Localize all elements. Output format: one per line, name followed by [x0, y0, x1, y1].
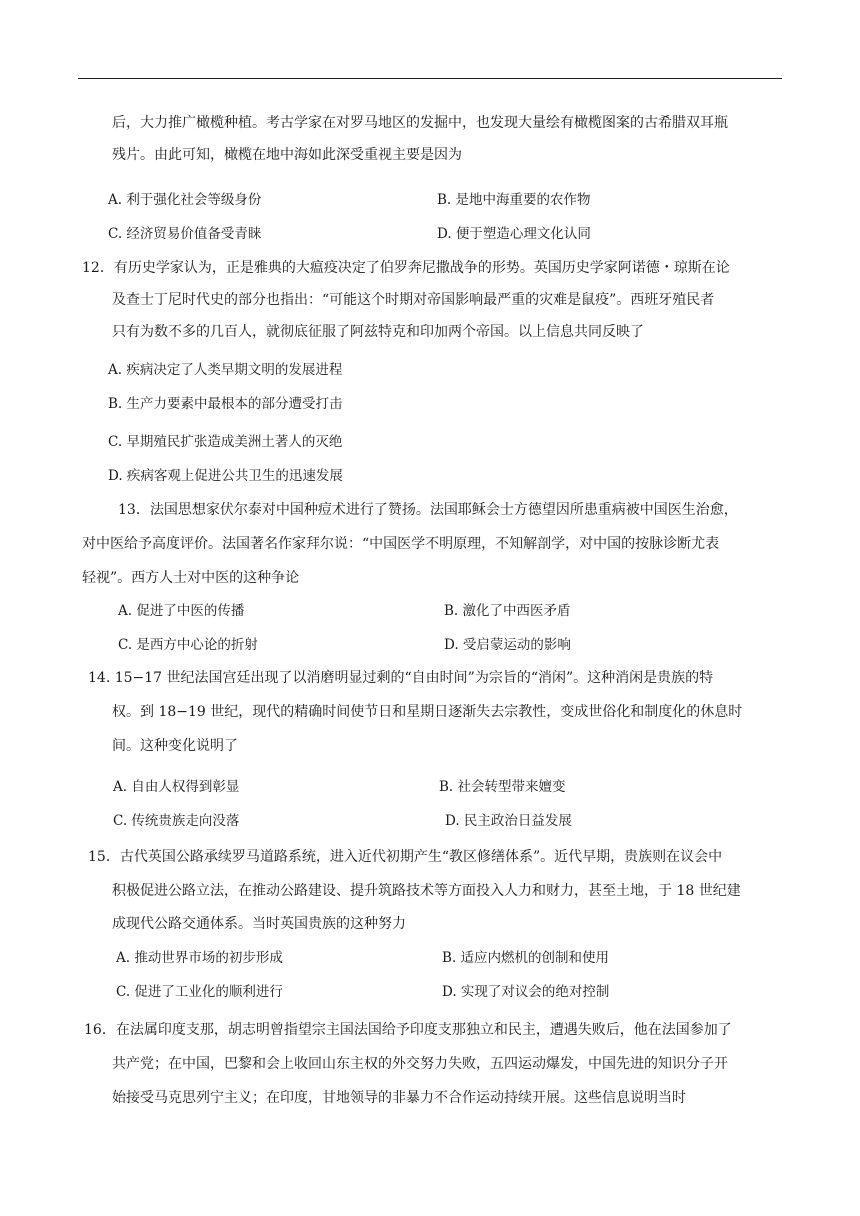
q13-stem-line-3: 轻视”。西方人士对中医的这种争论 — [82, 570, 300, 586]
q14-option-c[interactable]: C. 传统贵族走向没落 — [113, 813, 240, 829]
q14-stem-line-3: 间。这种变化说明了 — [112, 738, 238, 754]
q11-stem-line-1: 后，大力推广橄榄种植。考古学家在对罗马地区的发掘中，也发现大量绘有橄榄图案的古希腊双耳瓶 — [112, 115, 728, 131]
q11-option-a[interactable]: A. 利于强化社会等级身份 — [108, 192, 262, 208]
header-rule — [78, 78, 782, 79]
q12-option-b[interactable]: B. 生产力要素中最根本的部分遭受打击 — [108, 396, 343, 412]
q13-option-d[interactable]: D. 受启蒙运动的影响 — [444, 637, 571, 653]
q11-stem-line-2: 残片。由此可知，橄榄在地中海如此深受重视主要是因为 — [112, 147, 462, 163]
q14-stem-line-2: 权。到 18−19 世纪，现代的精确时间使节日和星期日逐渐失去宗教性，变成世俗化和制度化的休息时 — [112, 704, 743, 720]
q16-stem-line-3: 始接受马克思列宁主义；在印度，甘地领导的非暴力不合作运动持续开展。这些信息说明当时 — [112, 1090, 686, 1106]
q14-option-b[interactable]: B. 社会转型带来嬗变 — [439, 779, 566, 795]
q13-option-b[interactable]: B. 激化了中西医矛盾 — [444, 603, 571, 619]
q11-option-b[interactable]: B. 是地中海重要的农作物 — [437, 192, 591, 208]
q12-option-d[interactable]: D. 疾病客观上促进公共卫生的迅速发展 — [108, 468, 343, 484]
q12-stem-line-3: 只有为数不多的几百人，就彻底征服了阿兹特克和印加两个帝国。以上信息共同反映了 — [112, 324, 644, 340]
q16-stem-line-1: 16．在法属印度支那，胡志明曾指望宗主国法国给予印度支那独立和民主，遭遇失败后，他在法国参加了 — [84, 1022, 732, 1038]
q11-option-d[interactable]: D. 便于塑造心理文化认同 — [437, 226, 591, 242]
q13-option-a[interactable]: A. 促进了中医的传播 — [118, 603, 245, 619]
q15-option-c[interactable]: C. 促进了工业化的顺利进行 — [116, 984, 283, 1000]
q15-option-b[interactable]: B. 适应内燃机的创制和使用 — [442, 950, 610, 966]
q13-stem-line-2: 对中医给予高度评价。法国著名作家拜尔说：“中国医学不明原理，不知解剖学，对中国的按脉诊断尤表 — [82, 536, 720, 552]
q15-stem-line-2: 积极促进公路立法，在推动公路建设、提升筑路技术等方面投入人力和财力，甚至土地，于 18 世纪建 — [112, 883, 741, 899]
q11-option-c[interactable]: C. 经济贸易价值备受青睐 — [108, 226, 262, 242]
q12-stem-line-1: 12．有历史学家认为，正是雅典的大瘟疫决定了伯罗奔尼撒战争的形势。英国历史学家阿诺德・琼斯在论 — [82, 260, 730, 276]
q14-stem-line-1: 14. 15−17 世纪法国宫廷出现了以消磨明显过剩的“自由时间”为宗旨的“消闲”。这种消闲是贵族的特 — [88, 670, 714, 686]
q14-option-d[interactable]: D. 民主政治日益发展 — [445, 813, 572, 829]
q13-option-c[interactable]: C. 是西方中心论的折射 — [118, 637, 258, 653]
q14-option-a[interactable]: A. 自由人权得到彰显 — [113, 779, 240, 795]
q12-stem-line-2: 及查士丁尼时代史的部分也指出：“可能这个时期对帝国影响最严重的灾难是鼠疫”。西班牙殖民者 — [112, 292, 715, 308]
q15-option-d[interactable]: D. 实现了对议会的绝对控制 — [442, 984, 610, 1000]
q15-option-a[interactable]: A. 推动世界市场的初步形成 — [116, 950, 283, 966]
q15-stem-line-3: 成现代公路交通体系。当时英国贵族的这种努力 — [112, 916, 406, 932]
q16-stem-line-2: 共产党；在中国，巴黎和会上收回山东主权的外交努力失败，五四运动爆发，中国先进的知识分子开 — [112, 1056, 728, 1072]
q15-stem-line-1: 15．古代英国公路承续罗马道路系统，进入近代初期产生“教区修缮体系”。近代早期，贵族则在议会中 — [88, 849, 723, 865]
q12-option-a[interactable]: A. 疾病决定了人类早期文明的发展进程 — [108, 362, 343, 378]
q12-option-c[interactable]: C. 早期殖民扩张造成美洲土著人的灭绝 — [108, 434, 343, 450]
q13-stem-line-1: 13．法国思想家伏尔泰对中国种痘术进行了赞扬。法国耶稣会士方德望因所患重病被中国医生治愈， — [118, 502, 738, 518]
